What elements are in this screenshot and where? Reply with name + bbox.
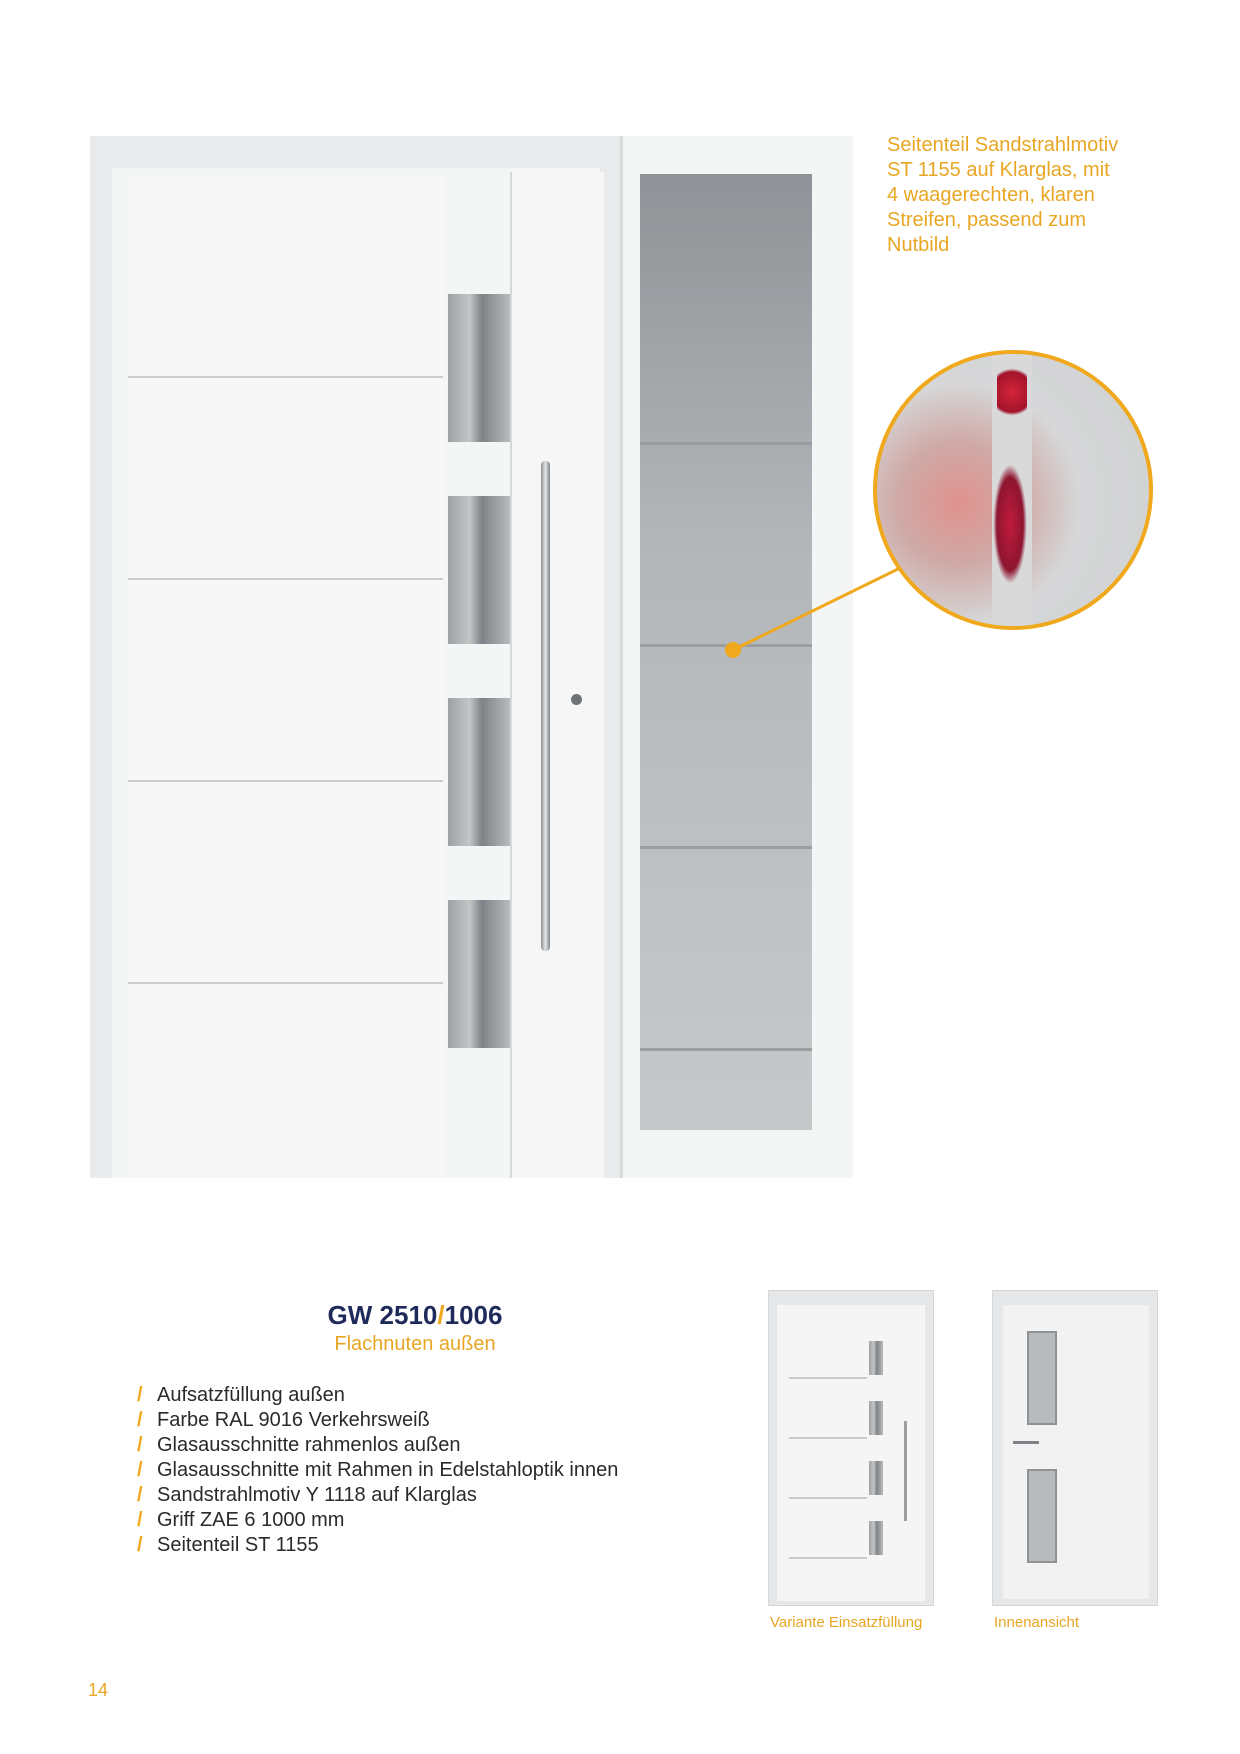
feature-list <box>137 1383 697 1558</box>
feature-text: Farbe RAL 9016 Verkehrsweiß <box>157 1409 430 1431</box>
thumb-glass <box>869 1341 883 1375</box>
callout-line: 4 waagerechten, klaren <box>887 184 1095 206</box>
model-code: GW 2510 <box>327 1300 438 1330</box>
callout-line: Seitenteil Sandstrahlmotiv <box>887 134 1119 156</box>
inside-view-thumbnail <box>992 1290 1158 1606</box>
bullet-slash-icon: / <box>137 1509 143 1531</box>
thumb-door <box>1003 1305 1149 1599</box>
list-item <box>137 1383 697 1408</box>
variant-thumbnail <box>768 1290 934 1606</box>
list-item <box>137 1458 697 1483</box>
thumb-handle <box>904 1421 907 1521</box>
page-number: 14 <box>88 1680 109 1700</box>
thumb-groove <box>789 1437 867 1439</box>
list-item <box>137 1508 697 1533</box>
model-subtitle: Flachnuten außen <box>334 1333 496 1355</box>
thumb-glass <box>1027 1469 1057 1563</box>
thumb-glass <box>869 1461 883 1495</box>
list-item <box>137 1433 697 1458</box>
thumb-handle <box>1013 1441 1039 1444</box>
callout-line: ST 1155 auf Klarglas, mit <box>887 159 1110 181</box>
model-title <box>245 1300 585 1331</box>
feature-text: Sandstrahlmotiv Y 1118 auf Klarglas <box>157 1484 477 1506</box>
callout-line: Streifen, passend zum <box>887 209 1086 231</box>
thumb-glass <box>869 1401 883 1435</box>
thumb-glass <box>1027 1331 1057 1425</box>
bullet-slash-icon: / <box>137 1384 143 1406</box>
bullet-slash-icon: / <box>137 1409 143 1431</box>
bullet-slash-icon: / <box>137 1459 143 1481</box>
list-item <box>137 1533 697 1558</box>
feature-text: Griff ZAE 6 1000 mm <box>157 1509 345 1531</box>
feature-text: Glasausschnitte mit Rahmen in Edelstahloptik innen <box>157 1459 619 1481</box>
model-variant: 1006 <box>444 1300 503 1330</box>
thumb-groove <box>789 1557 867 1559</box>
feature-text: Glasausschnitte rahmenlos außen <box>157 1434 461 1456</box>
feature-text: Aufsatzfüllung außen <box>157 1384 345 1406</box>
thumb-groove <box>789 1377 867 1379</box>
callout-dot <box>725 642 741 658</box>
list-item <box>137 1408 697 1433</box>
bullet-slash-icon: / <box>137 1484 143 1506</box>
thumb-caption: Variante Einsatzfüllung <box>770 1614 923 1631</box>
thumb-groove <box>789 1497 867 1499</box>
bullet-slash-icon: / <box>137 1534 143 1556</box>
thumb-glass <box>869 1521 883 1555</box>
bullet-slash-icon: / <box>137 1434 143 1456</box>
thumb-caption: Innenansicht <box>994 1614 1080 1631</box>
feature-text: Seitenteil ST 1155 <box>157 1534 319 1556</box>
model-slash: / <box>437 1300 445 1330</box>
list-item <box>137 1483 697 1508</box>
callout-line: Nutbild <box>887 234 950 256</box>
